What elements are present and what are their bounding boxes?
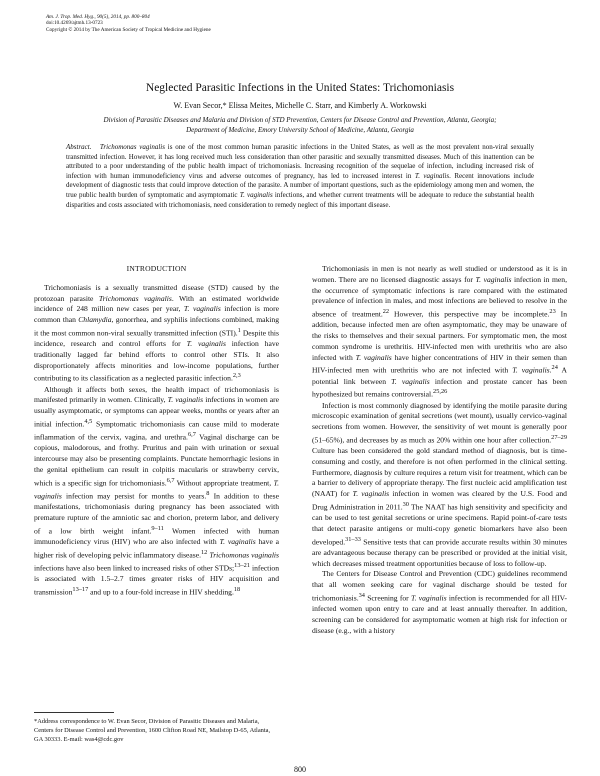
abstract-text: infections, and whether current treatments will be adequate to reduce the substantial health disparities and costs associated with trichomoniasis, need consideration to remedy neglect of this important disease. [66,190,534,209]
affiliation-line: Division of Parasitic Diseases and Malaria and Division of STD Prevention, Centers for Disease Control and Prevention, Atlanta, Georgia; [103,116,497,124]
citation-ref[interactable]: 24 [551,364,558,372]
paragraph: Trichomoniasis is a sexually transmitted disease (STD) caused by the protozoan parasite Trichomonas vaginalis. With an estimated worldwide incidence of 248 million new cases per year, T. vaginalis infection is more common than Chlamydia, gonorrhea, and syphilis infections combined, making it the most common non-viral sexually transmitted infection (STI).$^1$ Despite this incidence, research and control efforts for T. vaginalis infection have traditionally lagged far behind efforts to control other STIs. It also disproportionately affects minorities and low-income populations, further contributing to its classification as a neglected parasitic infection.$^{2,3}$ [34,282,279,383]
citation-ref[interactable]: 27–29 [551,433,567,441]
abstract-text: . Recent innovations include development of diagnostic tests that could improve detection of the parasite. A number of important questions, such as the epidemiology among men and women, the true public health burden of symptomatic and asymptomatic [66,171,534,199]
citation-ref[interactable]: 34 [358,591,365,599]
left-column [34,264,279,598]
citation-ref[interactable]: 31–33 [345,535,361,543]
abstract-label: Abstract. [66,143,92,151]
citation-ref[interactable]: 6,7 [187,431,196,439]
footnote-divider [34,712,114,713]
abstract-text: is one of the most common human parasitic infections in the United States, as well as the most prevalent non-viral sexually transmitted infection. However, it has long received much less consideration than other parasitic and sexually transmitted diseases. Much of this inattention can be attributed to a poor understanding of the public health impact of trichomoniasis. Increasing recognition of the sequelae of infection, including increased risk of infection with human immunodeficiency virus and adverse outcomes of pregnancy, has led to increased interest in [66,143,535,180]
correspondence-footnote: *Address correspondence to W. Evan Secor, Division of Parasitic Diseases and Malaria, Centers for Disease Control and Prevention, 1600 Clifton Road NE, Mailstop D-65, Atlanta, GA 30333. E-mail: was4@cdc.gov [34,718,271,743]
affiliations [40,116,560,135]
citation-ref[interactable]: 2,3 [232,372,241,380]
page-number: 800 [294,765,306,774]
affiliation-line: Department of Medicine, Emory University School of Medicine, Atlanta, Georgia [186,125,414,134]
journal-citation: Am. J. Trop. Med. Hyg., 90(5), 2014, pp. 800–804 [46,14,150,20]
organism-name: T. vaginalis [414,171,450,180]
article-title: Neglected Parasitic Infections in the United States: Trichomoniasis [145,82,455,94]
journal-header [46,14,211,33]
citation-ref[interactable]: 12 [201,548,208,556]
paragraph: The Centers for Disease Control and Prevention (CDC) guidelines recommend that all women seeking care for vaginal discharge should be tested for trichomoniasis.$^{34}$ Screening for T. vaginalis infection is recommended for all HIV-infected women upon entry to care and at least annually thereafter. In addition, screening can be considered for asymptomatic women at high risk for infection or disease (e.g., with a history [312,569,568,635]
citation-ref[interactable]: 13–21 [234,562,250,569]
section-heading: INTRODUCTION [126,264,187,273]
right-column [312,264,567,636]
citation-ref[interactable]: 13–17 [72,586,89,594]
abstract [66,143,534,210]
organism-name: Trichomonas vaginalis [99,143,165,151]
citation-ref[interactable]: 6,7 [166,476,175,484]
doi[interactable]: doi:10.4269/ajtmh.13-0723 [46,20,103,27]
copyright: Copyright © 2014 by The American Society of Tropical Medicine and Hygiene [46,26,211,33]
paragraph: Infection is most commonly diagnosed by identifying the motile parasite during microscopic examination of genital secretions (wet mount), usually cervico-vaginal secretions from women. However, the sensitivity of wet mount is generally poor (51–65%), and decreases by as much as 20% within one hour after collection.$^{27-29}$ Culture has been considered the gold standard method of diagnosis, but is time-consuming and costly, and therefore is not often performed in the clinical setting. Furthermore, diagnosis by culture requires a return visit for treatment, which can be a barrier to delivery of appropriate therapy. The first nucleic acid amplification test (NAAT) for T. vaginalis infection in women was cleared by the U.S. Food and Drug Administration in 2011.30 The NAAT has high sensitivity and specificity and can be used to test genital secretions or urine specimens. Rapid point-of-care tests that detect parasite antigens or multi-copy genetic biomarkers have also been developed.$^{31-33}$ Sensitive tests that can provide accurate results within 30 minutes are advantageous because therapy can be prescribed or provided at the initial visit, which decreases missed treatment opportunities because of loss to follow-up. [312,400,567,568]
paragraph: Although it affects both sexes, the health impact of trichomoniasis is manifested primarily in women. Clinically, T. vaginalis infections in women are usually asymptomatic, or symptoms can appear weeks, months or years after an initial infection.$^{4,5}$ Symptomatic trichomoniasis can cause mild to moderate inflammation of the cervix, vagina, and urethra.$^{6,7}$ Vaginal discharge can be copious, malodorous, and frothy. Pruritus and pain with urination or sexual intercourse may also be presenting complaints. Punctate hemorrhagic lesions in the genital epithelium can result in colpitis macularis or strawberry cervix, which is a specific sign for trichomoniasis.$^{6,7}$ Without appropriate treatment, T. vaginalis infection may persist for months to years.$^8$ In addition to these manifestations, trichomoniasis during pregnancy has been associated with premature rupture of the amniotic sac and chorion, preterm labor, and delivery of a low birth weight infant.$^{9-11}$ Women infected with human immunodeficiency virus (HIV) who are also infected with T. vaginalis have a higher risk of developing pelvic inflammatory disease.$^{12}$ Trichomonas vaginalis infections have also been linked to increased risks of other STDs;$^{13-21}$ infection is associated with 1.5–2.7 times greater risks of HIV acquisition and transmission$^{13-17}$ and up to a four-fold increase in HIV shedding.$^{18}$ [34,384,280,597]
citation-ref[interactable]: 25,26 [433,388,448,396]
citation-ref[interactable]: 8 [206,489,210,497]
citation-ref[interactable]: 4,5 [84,417,93,425]
citation-ref[interactable]: 9–11 [151,524,164,532]
organism-name: T. vaginalis [239,190,273,199]
citation-ref[interactable]: 1 [237,326,241,334]
author-list: W. Evan Secor,* Elissa Meites, Michelle C. Starr, and Kimberly A. Workowski [173,101,427,110]
citation-ref[interactable]: 30 [402,500,409,508]
citation-ref[interactable]: 22 [382,308,390,315]
citation-ref[interactable]: 18 [233,586,241,594]
paragraph: Trichomoniasis in men is not nearly as well studied or understood as it is in women. There are no licensed diagnostic assays for T. vaginalis infection in men, the occurrence of symptomatic infections is rare compared with the estimated prevalence of infection in males, and most infections are believed to resolve in the absence of treatment.$^{22}$ However, this perspective may be incomplete.$^{23}$ In addition, because infected men are often asymptomatic, they may be unaware of the risks to themselves and their sexual partners. For symptomatic men, the most common syndrome is urethritis. HIV-infected men with urethritis who are also infected with T. vaginalis have higher concentrations of HIV in their semen than HIV-infected men with urethritis who are not infected with T. vaginalis.$^{24}$ A potential link between T. vaginalis infection and prostate cancer has been hypothesized but remains controversial.$^{25,26}$ [312,264,567,399]
citation-ref[interactable]: 23 [549,308,556,315]
